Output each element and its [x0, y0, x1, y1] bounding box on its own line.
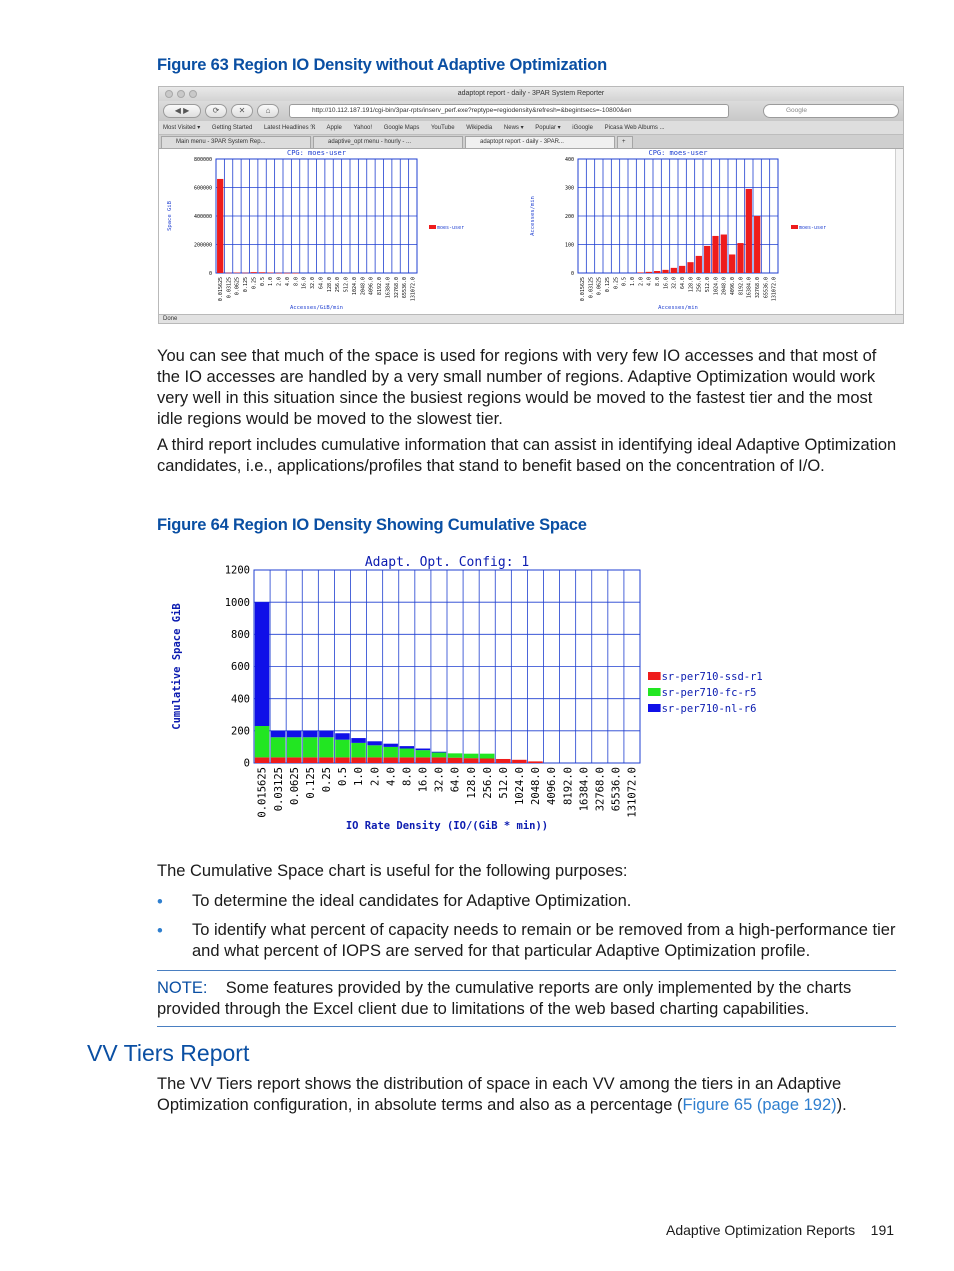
- x-tick-label: 16384.0: [746, 277, 753, 299]
- y-tick-label: 600: [231, 661, 250, 674]
- bar: [319, 757, 333, 763]
- legend-swatch: [648, 672, 661, 680]
- bar: [292, 273, 298, 274]
- y-tick-label: 800: [231, 629, 250, 642]
- list-item-text: To determine the ideal candidates for Adaptive Optimization.: [192, 892, 632, 910]
- x-tick-label: 64.0: [318, 277, 325, 290]
- legend-swatch: [648, 688, 661, 696]
- bar: [464, 758, 478, 763]
- x-tick-label: 2.0: [276, 277, 283, 287]
- chart-title: CPG: moes-user: [286, 149, 347, 157]
- bar: [303, 757, 317, 763]
- x-tick-label: 2.0: [369, 767, 382, 786]
- x-tick-label: 4.0: [284, 277, 291, 287]
- bar: [255, 757, 269, 763]
- section-text: The VV Tiers report shows the distribution of space in each VV among the tiers in an Adaptive Optimization configuration, in absolute terms and also as a percentage (: [157, 1075, 842, 1114]
- tab-adaptopt-report: [465, 136, 615, 148]
- search-bar: [763, 104, 899, 118]
- x-tick-label: 0.125: [604, 277, 611, 293]
- x-tick-label: 256.0: [335, 277, 342, 293]
- figure-65-link[interactable]: Figure 65 (page 192): [682, 1096, 837, 1114]
- x-tick-label: 2048.0: [360, 277, 367, 296]
- y-tick-label: 400: [231, 693, 250, 706]
- bar: [416, 757, 430, 763]
- x-tick-label: 32.0: [433, 767, 446, 793]
- bar: [400, 749, 414, 758]
- bullet-dot-icon: •: [157, 893, 163, 911]
- bar: [351, 757, 365, 763]
- search-bar-placeholder: Google: [786, 107, 807, 114]
- bar: [637, 272, 643, 273]
- tab-main-menu: [161, 136, 311, 148]
- home-icon: ⌂: [257, 104, 279, 118]
- y-tick-label: 800000: [193, 156, 212, 163]
- section-title: VV Tiers Report: [87, 1040, 250, 1066]
- legend-label: moes-user: [437, 225, 465, 231]
- bar: [448, 753, 462, 757]
- x-tick-label: 4096.0: [729, 277, 736, 296]
- x-tick-label: 65536.0: [610, 767, 623, 812]
- x-tick-label: 32768.0: [594, 767, 607, 812]
- bar: [217, 179, 223, 273]
- stop-icon: ✕: [231, 104, 253, 118]
- bar: [271, 731, 285, 737]
- browser-window-title: adaptopt report - daily - 3PAR System Reporter: [457, 90, 605, 97]
- paragraph-cumulative-info: A third report includes cumulative information that can assist in identifying ideal Adaptive Optimization candidates, i.e., applications/profiles that stand to benefit based on the concentration of I/O.: [157, 436, 897, 475]
- x-tick-label: 0.03125: [226, 277, 233, 299]
- bookmark-item: iGoogle: [572, 125, 593, 131]
- y-tick-label: 1200: [224, 564, 250, 577]
- reload-icon: ⟳: [205, 104, 227, 118]
- y-tick-label: 0: [243, 757, 250, 770]
- x-tick-label: 64.0: [679, 277, 686, 290]
- x-tick-label: 4096.0: [546, 767, 559, 805]
- bar: [319, 737, 333, 757]
- x-tick-label: 16.0: [663, 277, 670, 290]
- x-tick-label: 512.0: [343, 277, 350, 293]
- bar: [528, 761, 542, 763]
- bar: [367, 757, 381, 763]
- new-tab-button: [617, 136, 633, 148]
- bar: [746, 189, 752, 273]
- browser-content: [159, 149, 897, 315]
- figure-63-caption: Figure 63 Region IO Density without Adaptive Optimization: [157, 56, 608, 74]
- bar: [267, 273, 273, 274]
- x-tick-label: 8.0: [654, 277, 661, 287]
- bar: [687, 262, 693, 273]
- x-tick-label: 0.03125: [272, 767, 285, 812]
- x-tick-label: 131072.0: [410, 277, 417, 302]
- x-tick-label: 0.5: [621, 277, 628, 287]
- x-tick-label: 131072.0: [626, 767, 639, 818]
- bookmark-item: Popular ▾: [535, 125, 561, 131]
- paragraph-purposes: The Cumulative Space chart is useful for the following purposes:: [157, 862, 628, 880]
- tab-adaptive-opt-menu: [313, 136, 463, 148]
- bar: [679, 266, 685, 273]
- x-tick-label: 16.0: [301, 277, 308, 290]
- status-text: Done: [163, 316, 178, 322]
- bar: [287, 737, 301, 757]
- bookmark-item: Apple: [326, 125, 342, 131]
- list-item-text: To identify what percent of capacity needs to remain or be removed from a high-performance tier and what percent of IOPS are served for that particular Adaptive Optimization profile.: [192, 921, 896, 960]
- x-tick-label: 65536.0: [402, 277, 409, 299]
- bookmark-item: Getting Started: [211, 125, 253, 131]
- bar: [400, 746, 414, 748]
- browser-titlebar: [159, 87, 903, 101]
- y-tick-label: 0: [208, 270, 212, 277]
- tab-label: adaptopt report - daily - 3PAR...: [480, 139, 564, 145]
- bar: [646, 272, 652, 273]
- x-tick-label: 0.015625: [256, 767, 269, 818]
- y-tick-label: 200: [564, 213, 574, 220]
- x-tick-label: 16384.0: [578, 767, 591, 812]
- note-text: Some features provided by the cumulative reports are only implemented by the charts provided through the Excel client due to limitations of the web based charting capabilities.: [157, 979, 852, 1018]
- bar: [464, 754, 478, 759]
- bar: [432, 753, 446, 758]
- x-tick-label: 0.0625: [288, 767, 301, 805]
- x-tick-label: 8.0: [401, 767, 414, 786]
- x-tick-label: 2.0: [638, 277, 645, 287]
- x-tick-label: 128.0: [688, 277, 695, 293]
- y-axis-label: Accesses/min: [530, 196, 536, 236]
- x-tick-label: 128.0: [326, 277, 333, 293]
- bar: [284, 273, 290, 274]
- x-tick-label: 131072.0: [771, 277, 778, 302]
- x-tick-label: 16384.0: [385, 277, 392, 299]
- y-tick-label: 1000: [224, 596, 250, 609]
- bar: [225, 273, 231, 274]
- browser-screenshot: [158, 86, 904, 324]
- bar: [512, 760, 526, 763]
- y-axis-label: Space GiB: [167, 201, 173, 231]
- purpose-list: [157, 891, 902, 970]
- bar: [383, 757, 397, 763]
- window-controls: [165, 90, 197, 98]
- x-tick-label: 4096.0: [368, 277, 375, 296]
- section-text-end: ).: [836, 1096, 847, 1114]
- bar: [255, 726, 269, 757]
- x-tick-label: 0.0625: [234, 277, 241, 296]
- x-tick-label: 0.015625: [579, 277, 586, 302]
- x-axis-label: IO Rate Density (IO/(GiB * min)): [345, 820, 549, 832]
- bar: [234, 273, 240, 274]
- bar: [259, 272, 265, 273]
- chart-title: Adapt. Opt. Config: 1: [364, 555, 530, 570]
- note-label: NOTE:: [157, 979, 208, 997]
- browser-statusbar: [159, 314, 903, 323]
- x-tick-label: 256.0: [481, 767, 494, 799]
- x-tick-label: 32.0: [310, 277, 317, 290]
- bar: [367, 745, 381, 757]
- x-tick-label: 0.25: [321, 767, 334, 793]
- zoom-window-icon: [189, 90, 197, 98]
- y-tick-label: 400000: [193, 213, 212, 220]
- bar: [242, 273, 248, 274]
- x-tick-label: 1024.0: [713, 277, 720, 296]
- bar: [303, 737, 317, 757]
- legend-label: sr-per710-ssd-r1: [661, 671, 763, 683]
- bar: [303, 731, 317, 737]
- bar: [383, 747, 397, 757]
- bookmarks-bar: [159, 121, 903, 135]
- bar: [480, 758, 494, 763]
- x-tick-label: 2048.0: [530, 767, 543, 805]
- bar: [416, 750, 430, 757]
- x-tick-label: 32768.0: [393, 277, 400, 299]
- x-tick-label: 0.5: [259, 277, 266, 287]
- new-tab-label: +: [622, 139, 626, 145]
- bar: [737, 243, 743, 273]
- bar: [271, 757, 285, 763]
- bar: [367, 741, 381, 745]
- bar: [416, 749, 430, 751]
- bar: [654, 271, 660, 273]
- bar: [704, 246, 710, 273]
- y-tick-label: 0: [570, 270, 574, 277]
- x-axis-label: Accesses/GiB/min: [290, 305, 343, 311]
- minimize-window-icon: [177, 90, 185, 98]
- x-tick-label: 0.5: [337, 767, 350, 786]
- address-bar-url: http://10.112.187.191/cgi-bin/3par-rpts/inserv_perf.exe?reptype=regiodensity&refresh=&begintsecs=-10800&en: [312, 107, 632, 114]
- footer-section-name: Adaptive Optimization Reports: [666, 1222, 856, 1238]
- y-tick-label: 200: [231, 725, 250, 738]
- bookmark-item: Most Visited ▾: [163, 125, 201, 131]
- bar: [729, 254, 735, 273]
- bar: [480, 754, 494, 759]
- x-tick-label: 1.0: [268, 277, 275, 287]
- browser-scrollbar: [895, 149, 903, 315]
- bar: [400, 757, 414, 763]
- bar: [251, 272, 257, 273]
- bar: [276, 273, 282, 274]
- tab-label: Main menu - 3PAR System Rep...: [176, 139, 266, 145]
- y-tick-label: 400: [564, 156, 574, 163]
- x-tick-label: 1024.0: [514, 767, 527, 805]
- bar: [721, 235, 727, 273]
- bar: [432, 757, 446, 763]
- bullet-dot-icon: •: [157, 922, 163, 940]
- bar: [696, 256, 702, 273]
- bookmark-item: News ▾: [503, 125, 524, 131]
- bar: [383, 744, 397, 747]
- bar: [335, 733, 349, 739]
- x-tick-label: 2048.0: [721, 277, 728, 296]
- y-axis-label: Cumulative Space GiB: [171, 603, 183, 730]
- x-tick-label: 0.125: [243, 277, 250, 293]
- paragraph-space-usage: You can see that much of the space is used for regions with very few IO accesses and that most of the IO accesses are handled by a very small number of regions. Adaptive Optimization would work very well in this situation since the busiest regions would be moved to the fastest tier and the most idle regions would be moved to the slowest tier.: [157, 347, 877, 428]
- close-window-icon: [165, 90, 173, 98]
- x-tick-label: 0.125: [304, 767, 317, 799]
- bar: [287, 731, 301, 737]
- x-tick-label: 0.25: [613, 277, 620, 290]
- browser-toolbar: [159, 101, 903, 121]
- x-tick-label: 32.0: [671, 277, 678, 290]
- bar: [271, 737, 285, 757]
- bar: [662, 270, 668, 273]
- legend-swatch: [429, 225, 436, 229]
- bar: [448, 758, 462, 763]
- bar: [754, 216, 760, 273]
- x-tick-label: 1.0: [629, 277, 636, 287]
- bookmark-item: YouTube: [430, 125, 455, 131]
- note-box: [157, 970, 896, 1027]
- bar: [351, 738, 365, 743]
- list-item: [157, 920, 902, 962]
- bookmark-item: Wikipedia: [466, 125, 493, 131]
- x-tick-label: 32768.0: [754, 277, 761, 299]
- x-tick-label: 128.0: [465, 767, 478, 799]
- bar: [351, 743, 365, 757]
- x-tick-label: 65536.0: [763, 277, 770, 299]
- bar: [335, 740, 349, 758]
- bookmark-item: Latest Headlines ℜ: [263, 125, 316, 131]
- page-number: 191: [870, 1222, 895, 1238]
- section-paragraph: [157, 1074, 902, 1116]
- back-forward-button: ◀ ▶: [163, 104, 201, 118]
- y-tick-label: 300: [564, 185, 574, 192]
- x-tick-label: 1.0: [353, 767, 366, 786]
- x-tick-label: 0.03125: [588, 277, 595, 299]
- tab-label: adaptive_opt menu - hourly - ...: [328, 139, 412, 145]
- legend-swatch: [648, 704, 661, 712]
- x-tick-label: 0.015625: [217, 277, 224, 302]
- legend-label: sr-per710-fc-r5: [661, 687, 757, 699]
- x-tick-label: 0.25: [251, 277, 258, 290]
- y-tick-label: 600000: [193, 185, 212, 192]
- page-footer: [666, 1222, 894, 1238]
- legend-label: sr-per710-nl-r6: [661, 703, 757, 715]
- chart-cumulative-space: [160, 545, 800, 835]
- legend-label: moes-user: [799, 225, 827, 231]
- x-tick-label: 8192.0: [562, 767, 575, 805]
- bookmark-item: Yahoo!: [353, 125, 373, 131]
- bar: [432, 752, 446, 753]
- x-tick-label: 256.0: [696, 277, 703, 293]
- bar: [335, 757, 349, 763]
- bar: [287, 757, 301, 763]
- legend-swatch: [791, 225, 798, 229]
- x-tick-label: 64.0: [449, 767, 462, 793]
- x-tick-label: 4.0: [385, 767, 398, 786]
- bar: [255, 602, 269, 726]
- bookmark-item: Google Maps: [383, 125, 420, 131]
- bar: [319, 731, 333, 737]
- x-tick-label: 4.0: [646, 277, 653, 287]
- x-tick-label: 8.0: [293, 277, 300, 287]
- y-tick-label: 200000: [193, 242, 212, 249]
- x-tick-label: 1024.0: [351, 277, 358, 296]
- x-tick-label: 512.0: [704, 277, 711, 293]
- bar: [671, 268, 677, 273]
- list-item: [157, 891, 902, 912]
- x-axis-label: Accesses/min: [658, 305, 698, 311]
- bar: [496, 759, 510, 763]
- chart-accesses-per-min: [528, 149, 897, 315]
- x-tick-label: 8192.0: [738, 277, 745, 296]
- x-tick-label: 512.0: [497, 767, 510, 799]
- x-tick-label: 0.0625: [596, 277, 603, 296]
- x-tick-label: 8192.0: [377, 277, 384, 296]
- bookmark-item: Picasa Web Albums ...: [604, 125, 665, 131]
- chart-title: CPG: moes-user: [648, 149, 708, 157]
- bar: [712, 236, 718, 273]
- chart-space-gib: [159, 149, 528, 315]
- tab-strip: [159, 135, 903, 149]
- x-tick-label: 16.0: [417, 767, 430, 793]
- y-tick-label: 100: [564, 242, 574, 249]
- address-bar: [289, 104, 729, 118]
- figure-64-caption: Figure 64 Region IO Density Showing Cumulative Space: [157, 516, 587, 534]
